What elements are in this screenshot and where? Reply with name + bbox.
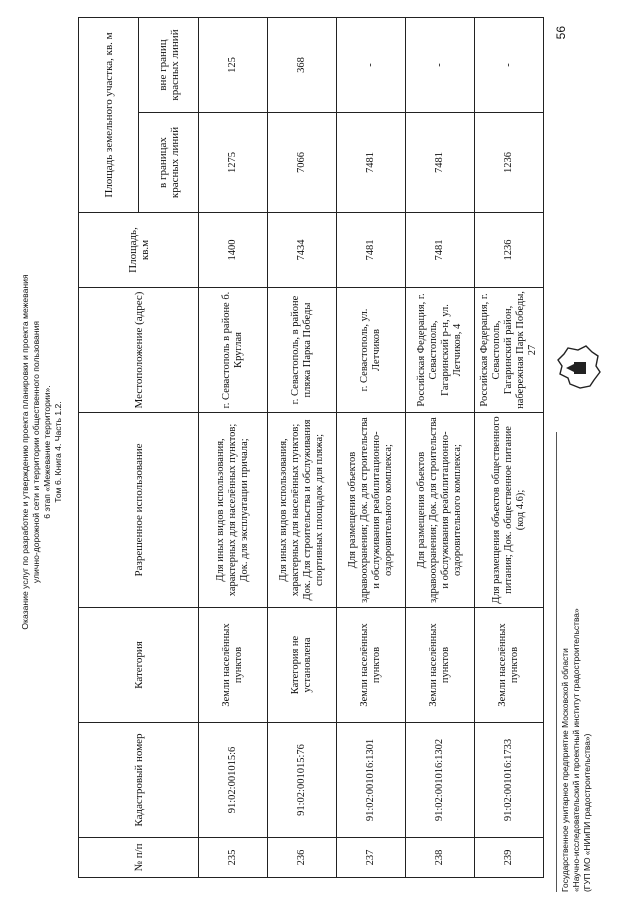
header-line-4: Том 6. Книга 4. Часть 1.2.	[53, 401, 63, 503]
cell-location: г. Севастополь в районе б. Круглая	[199, 288, 268, 413]
cell-location: Российская Федерация, г. Севастополь, Гагаринский р-н, ул. Летчиков, 4	[406, 288, 475, 413]
cell-category: Земли населённых пунктов	[199, 608, 268, 723]
cell-cadastral: 91:02:001016:1302	[406, 723, 475, 838]
cell-category: Категория не установлена	[268, 608, 337, 723]
cell-outside: 125	[199, 17, 268, 112]
cell-outside: 368	[268, 17, 337, 112]
cell-num: 235	[199, 838, 268, 878]
table-row	[406, 17, 475, 877]
cell-area: 7481	[406, 213, 475, 288]
cell-within: 7066	[268, 113, 337, 213]
cell-area: 1236	[475, 213, 544, 288]
col-header-category: Категория	[79, 608, 199, 723]
cell-num: 238	[406, 838, 475, 878]
cell-num: 236	[268, 838, 337, 878]
cell-permitted-use: Для размещения объектов общественного питания; Док. общественное питание (код 4.6);	[475, 413, 544, 608]
col-header-num: № п/п	[79, 838, 199, 878]
cell-category: Земли населённых пунктов	[406, 608, 475, 723]
cell-permitted-use: Для размещения объектов здравоохранения; Док. для строительства и обслуживания реабилитационно-оздоровительного комплекса;	[406, 413, 475, 608]
cell-area: 7434	[268, 213, 337, 288]
cell-location: г. Севастополь, ул. Летчиков	[337, 288, 406, 413]
cell-outside: -	[475, 17, 544, 112]
col-header-land-area: Площадь земельного участка, кв. м	[79, 17, 139, 212]
cell-location: Российская Федерация, г. Севастополь, Гагаринский район, набережная Парк Победы, 27	[475, 288, 544, 413]
table-row	[199, 17, 268, 877]
cell-num: 239	[475, 838, 544, 878]
rotated-page	[16, 12, 616, 892]
col-header-within-red: в границах красных линий	[139, 113, 199, 213]
cell-category: Земли населённых пунктов	[337, 608, 406, 723]
cell-outside: -	[337, 17, 406, 112]
cell-permitted-use: Для размещения объектов здравоохранения; Док. для строительства и обслуживания реабилитационно-оздоровительного комплекса;	[337, 413, 406, 608]
footer-line-1: Государственное унитарное предприятие Московской области	[560, 648, 570, 892]
col-header-location: Местоположение (адрес)	[79, 288, 199, 413]
cell-permitted-use: Для иных видов использования, характерных для населённых пунктов; Док. для эксплуатации причала;	[199, 413, 268, 608]
cell-category: Земли населённых пунктов	[475, 608, 544, 723]
cell-within: 1275	[199, 113, 268, 213]
cell-num: 237	[337, 838, 406, 878]
cell-outside: -	[406, 17, 475, 112]
document-header	[20, 12, 64, 892]
cell-cadastral: 91:02:001016:1301	[337, 723, 406, 838]
col-header-area: Площадь, кв.м	[79, 213, 199, 288]
document-footer	[556, 432, 593, 892]
col-header-permitted-use: Разрешенное использование	[79, 413, 199, 608]
header-line-1: Оказание услуг по разработке и утверждению проекта планировки и проекта межевания	[20, 274, 30, 630]
cell-location: г. Севастополь, в районе пляжа Парка Победы	[268, 288, 337, 413]
table-row	[268, 17, 337, 877]
col-header-outside-red: вне границ красных линий	[139, 17, 199, 112]
cell-permitted-use: Для иных видов использования, характерных для населённых пунктов; Док. Для строительства и обслуживания спортивных площадок для пляжа;	[268, 413, 337, 608]
cell-within: 7481	[406, 113, 475, 213]
cell-cadastral: 91:02:001015:76	[268, 723, 337, 838]
cell-within: 1236	[475, 113, 544, 213]
header-line-3: 6 этап «Межевание территории».	[42, 385, 52, 519]
cell-cadastral: 91:02:001015:6	[199, 723, 268, 838]
table-row	[337, 17, 406, 877]
cell-area: 1400	[199, 213, 268, 288]
col-header-cadastral: Кадастровый номер	[79, 723, 199, 838]
header-line-2: улично-дорожной сети и территории общественного пользования	[31, 320, 41, 584]
table-row	[475, 17, 544, 877]
page-number: 56	[554, 26, 568, 40]
land-plot-table	[78, 17, 544, 878]
cell-area: 7481	[337, 213, 406, 288]
footer-line-3: (ГУП МО «НИиПИ градостроительства»)	[582, 733, 592, 892]
institute-logo-icon	[550, 340, 606, 396]
cell-within: 7481	[337, 113, 406, 213]
footer-line-2: «Научно-исследовательский и проектный институт градостроительства»	[571, 608, 581, 892]
cell-cadastral: 91:02:001016:1733	[475, 723, 544, 838]
